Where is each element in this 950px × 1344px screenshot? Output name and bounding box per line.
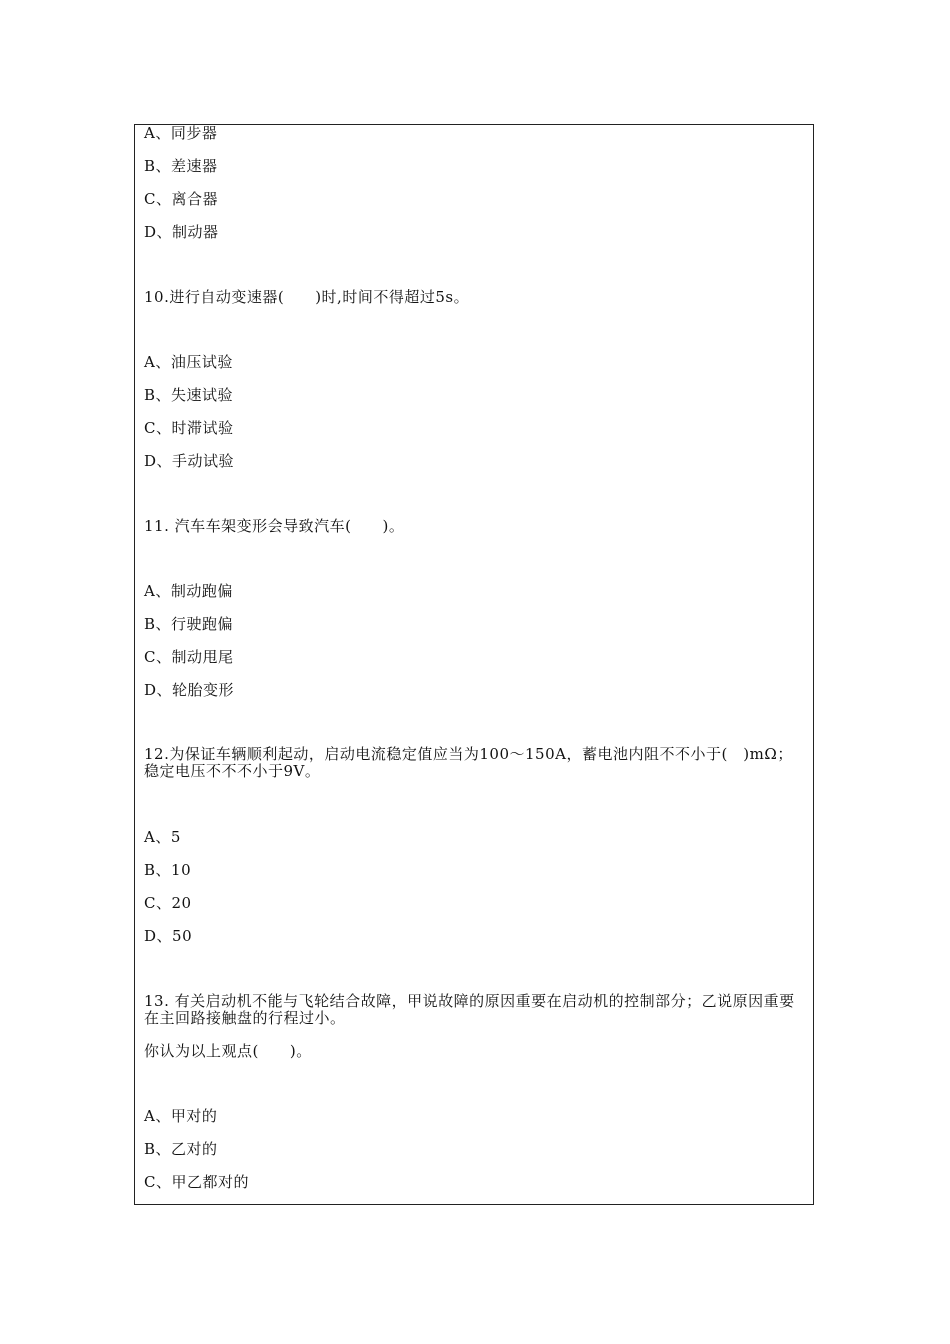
q11-option-b: B、行驶跑偏 [144,615,234,633]
q12-option-c: C、20 [144,894,192,912]
q13-option-b: B、乙对的 [144,1140,218,1158]
q13-option-a: A、甲对的 [144,1107,218,1125]
q12-option-b: B、10 [144,861,192,879]
q11-option-a: A、制动跑偏 [144,582,233,600]
q11-option-c: C、制动甩尾 [144,648,234,666]
q9-option-d: D、制动器 [144,223,219,241]
q13-option-c: C、甲乙都对的 [144,1173,249,1191]
q11-stem: 11. 汽车车架变形会导致汽车( )。 [144,517,405,535]
q10-option-c: C、时滞试验 [144,419,234,437]
q10-option-a: A、油压试验 [144,353,233,371]
q9-option-a: A、同步器 [144,124,218,142]
q9-option-c: C、离合器 [144,190,218,208]
q10-stem: 10.进行自动变速器( )时,时间不得超过5s。 [144,288,470,306]
q11-option-d: D、轮胎变形 [144,681,235,699]
q12-stem: 12.为保证车辆顺利起动，启动电流稳定值应当为100～150A，蓄电池内阻不不小于( )mΩ；稳定电压不不不小于9V。 [144,745,793,780]
q12-option-d: D、50 [144,927,193,945]
q13-stem: 13. 有关启动机不能与飞轮结合故障，甲说故障的原因重要在启动机的控制部分；乙说原因重要在主回路接触盘的行程过小。 [144,992,795,1027]
q9-option-b: B、差速器 [144,157,218,175]
q13-stem-question: 你认为以上观点( )。 [144,1042,312,1060]
q10-option-d: D、手动试验 [144,452,235,470]
q10-option-b: B、失速试验 [144,386,234,404]
q12-option-a: A、5 [144,828,181,846]
